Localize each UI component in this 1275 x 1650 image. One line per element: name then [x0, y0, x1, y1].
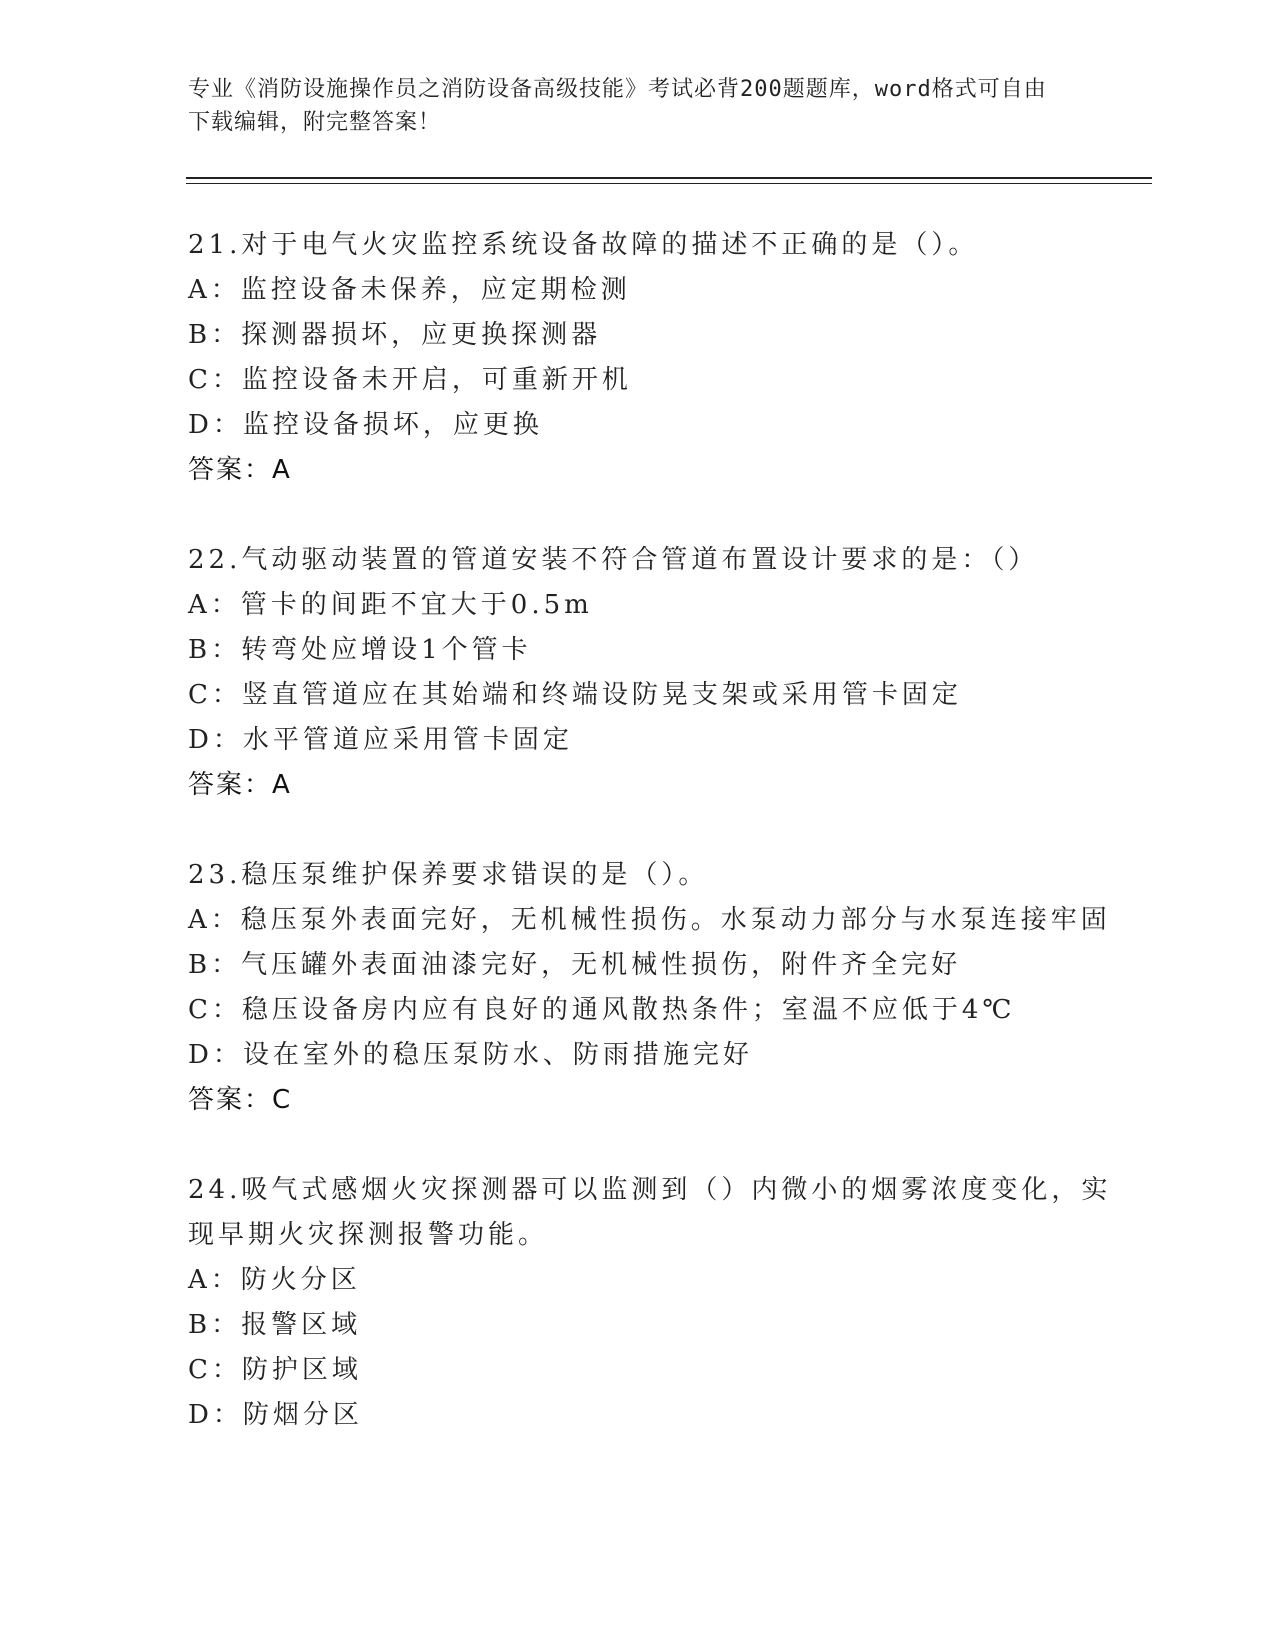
option-a: A：防火分区: [188, 1265, 361, 1295]
option-a: A：管卡的间距不宜大于0.5m: [188, 590, 593, 620]
question-stem-line-1: 24.吸气式感烟火灾探测器可以监测到（）内微小的烟雾浓度变化，实: [188, 1175, 1112, 1205]
question-stem: 22.气动驱动装置的管道安装不符合管道布置设计要求的是：（）: [188, 545, 1039, 575]
question-24: [188, 1168, 1112, 1438]
option-b: B：探测器损坏，应更换探测器: [188, 320, 602, 350]
question-23: [188, 853, 1111, 1123]
option-d: D：监控设备损坏，应更换: [188, 410, 543, 440]
option-c: C：监控设备未开启，可重新开机: [188, 365, 632, 395]
question-22: [188, 538, 1108, 808]
option-d: D：水平管道应采用管卡固定: [188, 725, 573, 755]
option-d: D：防烟分区: [188, 1400, 363, 1430]
question-stem: 23.稳压泵维护保养要求错误的是（）。: [188, 860, 709, 890]
option-a: A：稳压泵外表面完好，无机械性损伤。水泵动力部分与水泵连接牢固: [188, 905, 1111, 935]
header-rule-thick: [186, 177, 1152, 179]
option-d: D：设在室外的稳压泵防水、防雨措施完好: [188, 1040, 753, 1070]
answer-line: 答案：A: [188, 455, 292, 485]
option-c: C：稳压设备房内应有良好的通风散热条件；室温不应低于4℃: [188, 995, 1016, 1025]
option-c: C：竖直管道应在其始端和终端设防晃支架或采用管卡固定: [188, 680, 962, 710]
header-rule-thin: [186, 183, 1152, 184]
question-stem: 21.对于电气火灾监控系统设备故障的描述不正确的是（）。: [188, 230, 979, 260]
question-stem-line-2: 现早期火灾探测报警功能。: [188, 1220, 549, 1250]
option-a: A：监控设备未保养，应定期检测: [188, 275, 631, 305]
option-b: B：转弯处应增设1个管卡: [188, 635, 532, 665]
option-b: B：报警区域: [188, 1310, 362, 1340]
document-header-intro: 专业《消防设施操作员之消防设备高级技能》考试必背200题题库，word格式可自由下载编辑，附完整答案！: [188, 77, 1047, 135]
answer-line: 答案：A: [188, 770, 292, 800]
option-c: C：防护区域: [188, 1355, 362, 1385]
option-b: B：气压罐外表面油漆完好，无机械性损伤，附件齐全完好: [188, 950, 962, 980]
question-21: [188, 223, 1108, 493]
answer-line: 答案：C: [188, 1085, 293, 1115]
